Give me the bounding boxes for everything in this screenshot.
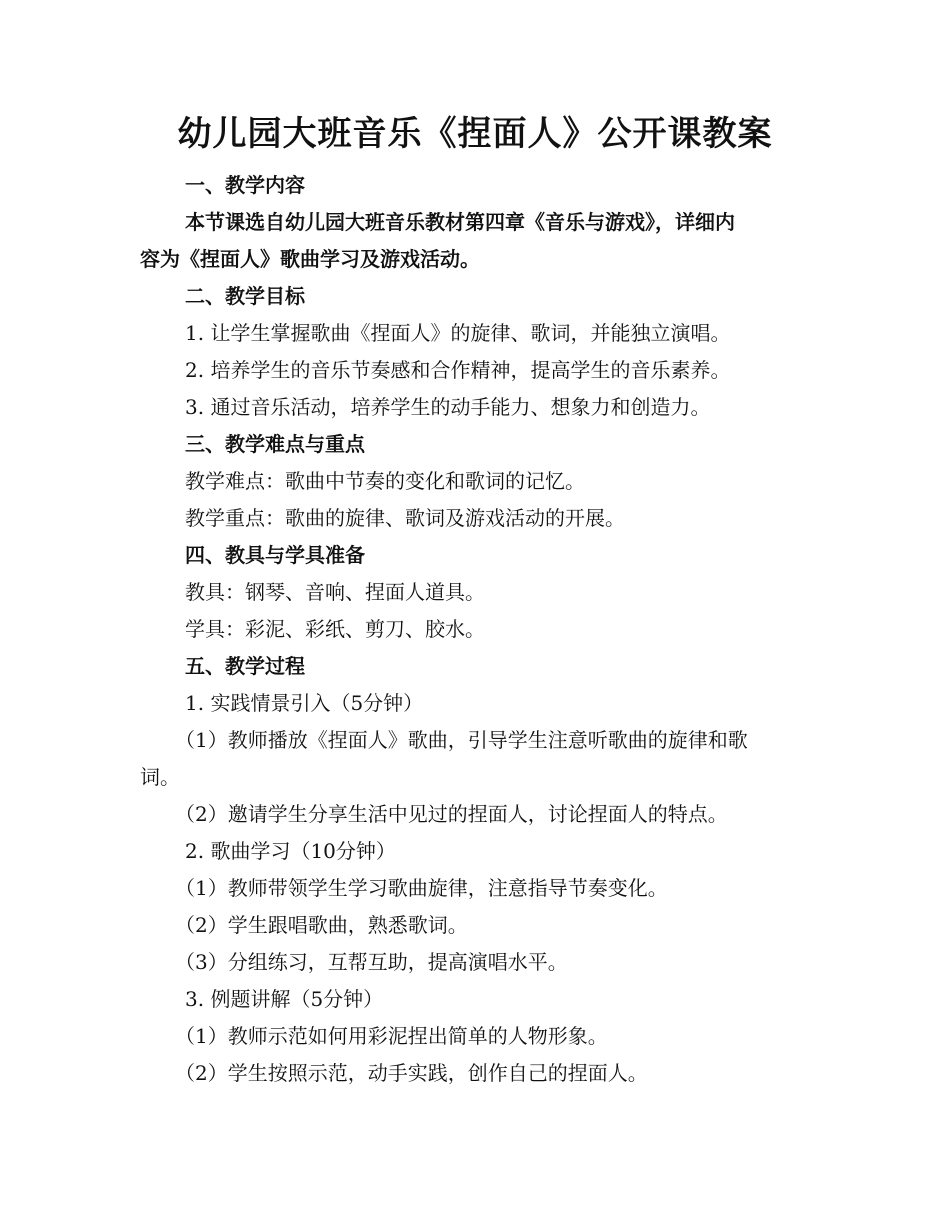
section-heading-line: 五、教学过程 — [185, 654, 305, 678]
body-text-line: 2. 培养学生的音乐节奏感和合作精神，提高学生的音乐素养。 — [185, 358, 731, 382]
section-heading-line: 二、教学目标 — [185, 284, 305, 308]
body-text-line: 学具：彩泥、彩纸、剪刀、胶水。 — [185, 617, 485, 641]
body-text-line: 教学重点：歌曲的旋律、歌词及游戏活动的开展。 — [185, 506, 625, 530]
body-text-line: （2）学生按照示范，动手实践，创作自己的捏面人。 — [175, 1061, 648, 1085]
body-text-line: 教学难点：歌曲中节奏的变化和歌词的记忆。 — [185, 469, 585, 493]
section-heading-line: 容为《捏面人》歌曲学习及游戏活动。 — [140, 247, 480, 271]
body-text-line: （1）教师示范如何用彩泥捏出简单的人物形象。 — [175, 1024, 608, 1048]
section-heading-line: 三、教学难点与重点 — [185, 432, 365, 456]
body-text-line: 3. 通过音乐活动，培养学生的动手能力、想象力和创造力。 — [185, 395, 711, 419]
body-text-line: 1. 实践情景引入（5分钟） — [185, 691, 424, 715]
section-heading-line: 本节课选自幼儿园大班音乐教材第四章《音乐与游戏》，详细内 — [185, 210, 735, 234]
body-text-line: 2. 歌曲学习（10分钟） — [185, 839, 396, 863]
body-text-line: （1）教师带领学生学习歌曲旋律，注意指导节奏变化。 — [175, 876, 668, 900]
body-text-line: （3）分组练习，互帮互助，提高演唱水平。 — [175, 950, 568, 974]
body-text-line: 1. 让学生掌握歌曲《捏面人》的旋律、歌词，并能独立演唱。 — [185, 321, 731, 345]
body-text-line: 教具：钢琴、音响、捏面人道具。 — [185, 580, 485, 604]
section-heading-line: 一、教学内容 — [185, 173, 305, 197]
section-heading-line: 四、教具与学具准备 — [185, 543, 365, 567]
document-title: 幼儿园大班音乐《捏面人》公开课教案 — [177, 114, 773, 154]
body-text-line: （1）教师播放《捏面人》歌曲，引导学生注意听歌曲的旋律和歌 — [175, 728, 748, 752]
body-text-line: （2）学生跟唱歌曲，熟悉歌词。 — [175, 913, 468, 937]
body-text-line: 词。 — [140, 765, 180, 789]
body-text-line: 3. 例题讲解（5分钟） — [185, 987, 384, 1011]
body-text-line: （2）邀请学生分享生活中见过的捏面人，讨论捏面人的特点。 — [175, 802, 728, 826]
